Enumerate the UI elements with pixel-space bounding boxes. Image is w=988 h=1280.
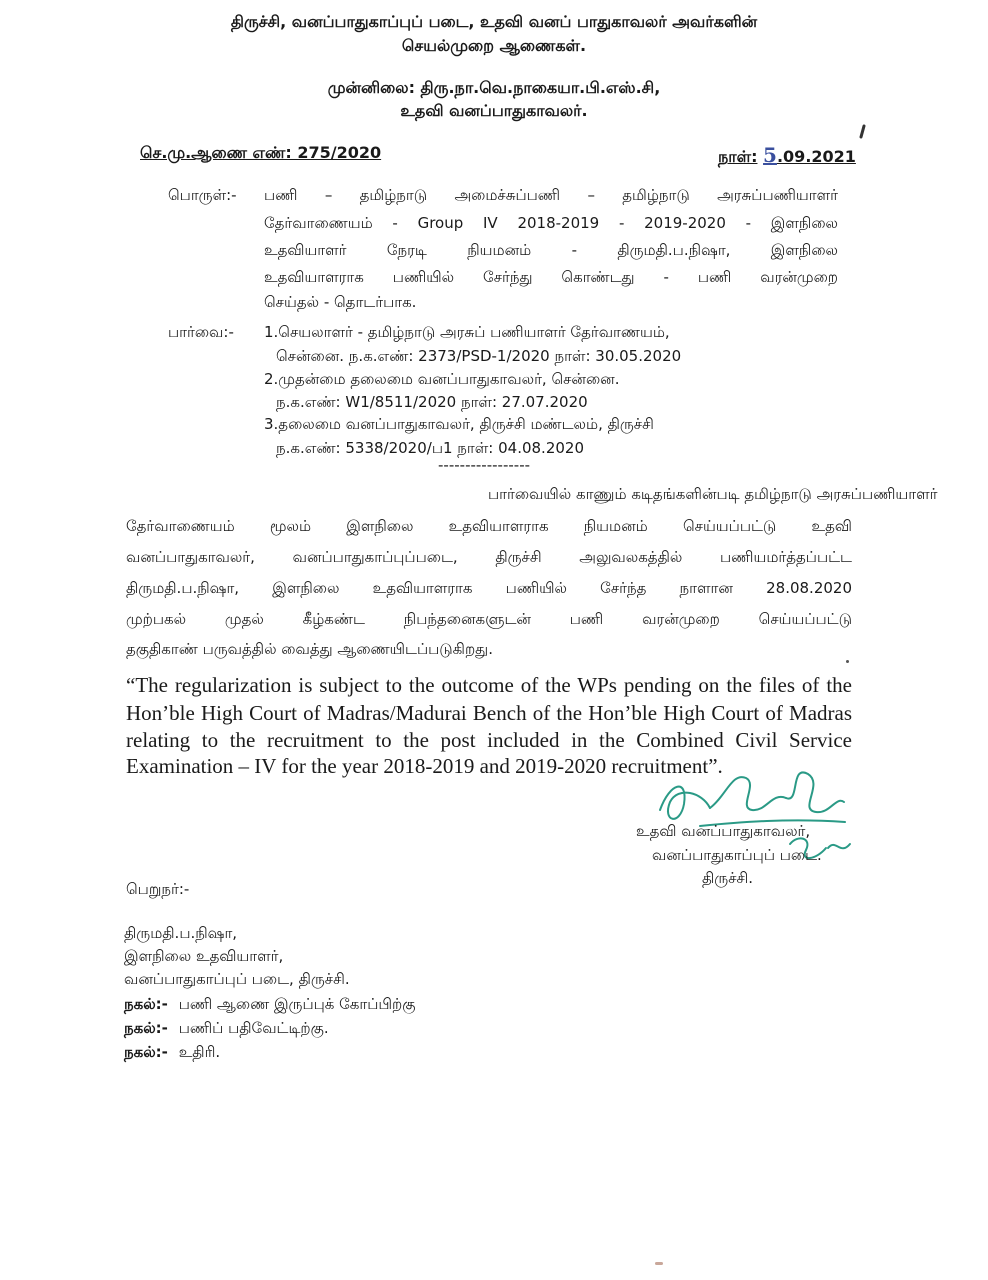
signature-line2: வனப்பாதுகாப்புப் படை. [652,846,822,864]
reference-label: பார்வை:- [168,323,234,341]
condition-line-2: Hon’ble High Court of Madras/Madurai Bench of the Hon’ble High Court of Madras [126,701,852,725]
header-title-line1: திருச்சி, வனப்பாதுகாப்புப் படை, உதவி வனப் பாதுகாவலர் அவர்களின் [230,12,758,31]
scan-speck [655,1262,663,1265]
order-date-day: 5 [763,143,777,167]
recipient-line-1: திருமதி.ப.நிஷா, [124,924,238,942]
reference-line-3: 2.முதன்மை தலைமை வனப்பாதுகாவலர், சென்னை. [264,370,620,388]
body-line-3: வனப்பாதுகாவலர், வனப்பாதுகாப்புப்படை, திருச்சி அலுவலகத்தில் பணியமர்த்தப்பட்ட [126,548,852,566]
reference-line-6: ந.க.எண்: 5338/2020/ப1 நாள்: 04.08.2020 [276,439,584,457]
body-line-2: தேர்வாணையம் மூலம் இளநிலை உதவியாளராக நியமனம் செய்யப்பட்டு உதவி [126,517,852,535]
reference-separator: ----------------- [438,456,531,474]
subject-line-5: செய்தல் - தொடர்பாக. [264,293,417,311]
header-title-line2: செயல்முறை ஆணைகள். [401,36,587,55]
reference-line-2: சென்னை. ந.க.எண்: 2373/PSD-1/2020 நாள்: 30.05.2020 [276,347,682,365]
scan-speck [846,660,849,663]
ink-mark [858,124,868,140]
copy-item-2: நகல்:- பணிப் பதிவேட்டிற்கு. [124,1019,329,1037]
order-date-rest: .09.2021 [776,147,856,166]
signature-line1: உதவி வனப்பாதுகாவலர், [636,822,811,840]
body-line-1: பார்வையில் காணும் கடிதங்களின்படி தமிழ்நாடு அரசுப்பணியாளர் [488,485,938,503]
body-line-4: திருமதி.ப.நிஷா, இளநிலை உதவியாளராக பணியில் சேர்ந்த நாளான 28.08.2020 [126,579,852,597]
subject-line-4: உதவியாளராக பணியில் சேர்ந்து கொண்டது - பணி வரன்முறை [264,268,838,286]
condition-line-1: “The regularization is subject to the outcome of the WPs pending on the files of the [126,673,852,697]
copy-item-3: நகல்:- உதிரி. [124,1043,221,1061]
header-presence-line2: உதவி வனப்பாதுகாவலர். [400,101,588,120]
reference-line-5: 3.தலைமை வனப்பாதுகாவலர், திருச்சி மண்டலம், திருச்சி [264,415,654,433]
recipient-line-2: இளநிலை உதவியாளர், [124,947,284,965]
condition-line-4: Examination – IV for the year 2018-2019 and 2019-2020 recruitment”. [126,754,723,778]
recipient-label: பெறுநர்:- [126,880,190,898]
recipient-line-3: வனப்பாதுகாப்புப் படை, திருச்சி. [124,970,350,988]
subject-label: பொருள்:- [168,186,237,204]
body-line-5: முற்பகல் முதல் கீழ்கண்ட நிபந்தனைகளுடன் பணி வரன்முறை செய்யப்பட்டு [126,610,852,628]
subject-line-3: உதவியாளர் நேரடி நியமனம் - திருமதி.ப.நிஷா, இளநிலை [264,241,838,259]
signature-line3: திருச்சி. [702,869,754,887]
reference-line-4: ந.க.எண்: W1/8511/2020 நாள்: 27.07.2020 [276,393,588,411]
reference-line-1: 1.செயலாளர் - தமிழ்நாடு அரசுப் பணியாளர் தேர்வாணயம், [264,323,670,341]
header-presence-line1: முன்னிலை: திரு.நா.வெ.நாகையா.பி.எஸ்.சி, [327,78,661,97]
subject-line-1: பணி – தமிழ்நாடு அமைச்சுப்பணி – தமிழ்நாடு அரசுப்பணியாளர் [264,186,838,204]
subject-line-2: தேர்வாணையம் - Group IV 2018-2019 - 2019-2020 - இளநிலை [264,214,838,232]
order-number: செ.மு.ஆணை எண்: 275/2020 [140,143,382,162]
body-line-6: தகுதிகாண் பருவத்தில் வைத்து ஆணையிடப்படுகிறது. [126,640,493,658]
order-date: நாள்: 5.09.2021 [718,143,856,167]
copy-item-1: நகல்:- பணி ஆணை இருப்புக் கோப்பிற்கு [124,995,416,1013]
condition-line-3: relating to the recruitment to the post included in the Combined Civil Service [126,728,852,752]
